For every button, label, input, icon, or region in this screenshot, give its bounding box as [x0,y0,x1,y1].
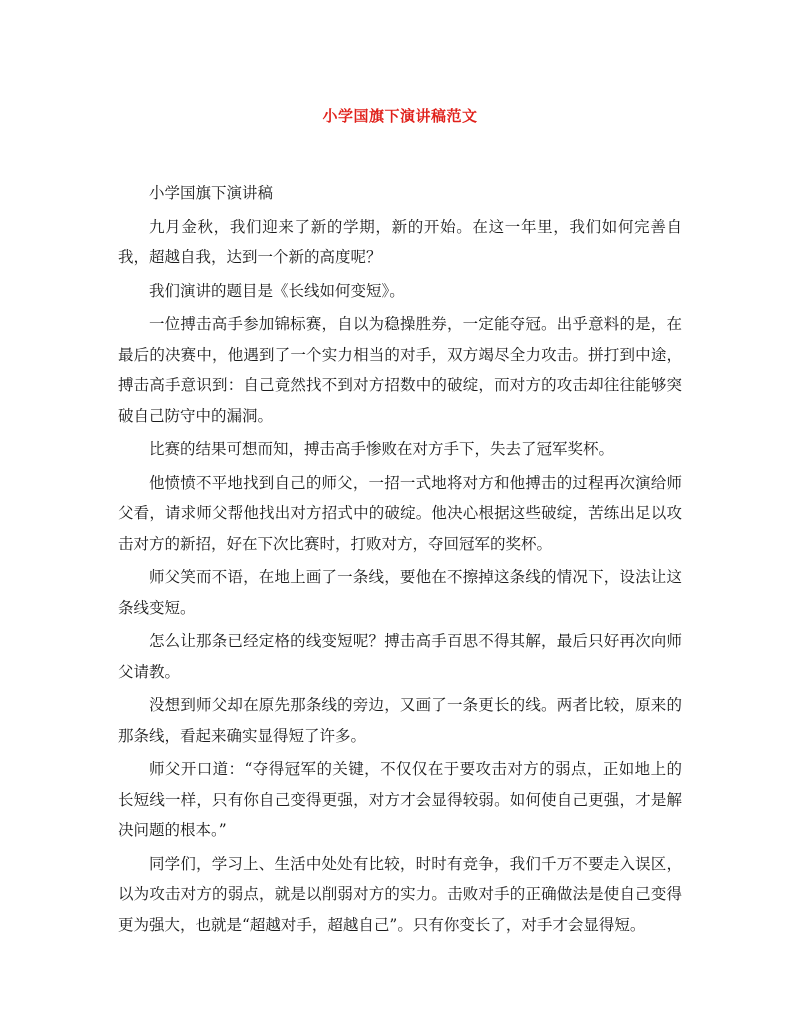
paragraph-story-3: 他愤愤不平地找到自己的师父，一招一式地将对方和他搏击的过程再次演给师父看，请求师父帮他找出对方招式中的破绽。他决心根据这些破绽，苦练出足以攻击对方的新招，好在下次比赛时，打败对方，夺回冠军的奖杯。 [118,473,682,553]
paragraph-story-6: 没想到师父却在原先那条线的旁边，又画了一条更长的线。两者比较，原来的那条线，看起来确实显得短了许多。 [118,696,682,745]
paragraph-story-7: 师父开口道：“夺得冠军的关键，不仅仅在于要攻击对方的弱点，正如地上的长短线一样，只有你自己变得更强，对方才会显得较弱。如何使自己更强，才是解决问题的根本。” [118,760,682,839]
paragraph-topic: 我们演讲的题目是《长线如何变短》。 [149,281,405,300]
document-page [118,98,682,943]
paragraph-story-2: 比赛的结果可想而知，搏击高手惨败在对方手下，失去了冠军奖杯。 [149,440,615,458]
paragraph-conclusion: 同学们，学习上、生活中处处有比较，时时有竞争，我们千万不要走入误区，以为攻击对方的弱点，就是以削弱对方的实力。击败对手的正确做法是使自己变得更为强大，也就是“超越对手，超越自己”。只有你变长了，对手才会显得短。 [118,854,682,934]
paragraph-story-5: 怎么让那条已经定格的线变短呢？搏击高手百思不得其解，最后只好再次向师父请教。 [118,632,682,681]
paragraph-intro: 九月金秋，我们迎来了新的学期，新的开始。在这一年里，我们如何完善自我，超越自我，达到一个新的高度呢？ [118,217,682,266]
document-title: 小学国旗下演讲稿范文 [322,107,478,125]
paragraph-subtitle: 小学国旗下演讲稿 [149,184,274,202]
paragraph-story-4: 师父笑而不语，在地上画了一条线，要他在不擦掉这条线的情况下，设法让这条线变短。 [118,568,682,617]
paragraph-story-1: 一位搏击高手参加锦标赛，自以为稳操胜券，一定能夺冠。出乎意料的是，在最后的决赛中，他遇到了一个实力相当的对手，双方竭尽全力攻击。拼打到中途，搏击高手意识到：自己竟然找不到对方招数中的破绽，而对方的攻击却往往能够突破自己防守中的漏洞。 [118,315,682,425]
